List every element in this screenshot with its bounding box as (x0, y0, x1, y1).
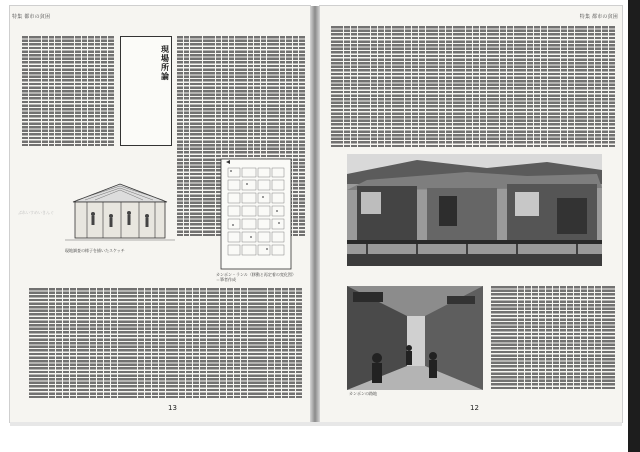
scanner-edge (628, 0, 640, 452)
map-caption: カンポン・ランル（移動と再定着の変化図）＝筆者作成 (216, 272, 296, 282)
left-folio: 13 (168, 404, 177, 412)
right-text-lower (490, 286, 615, 390)
book-gutter (310, 6, 320, 422)
right-running-header: 特集 都市の貧困 (579, 14, 618, 20)
section-title-box (120, 36, 172, 146)
right-page (320, 6, 622, 422)
right-folio: 12 (470, 404, 479, 412)
left-page (10, 6, 310, 422)
left-text-lower (28, 288, 302, 398)
faint-side-note: ぷれいすめいきんぐ (18, 210, 54, 215)
left-running-header: 特集 都市の貧困 (12, 14, 51, 20)
alley-photo (347, 286, 483, 390)
shanty-photo (347, 154, 602, 266)
section-title: 現場所論 (161, 44, 169, 81)
left-text-upper-left (22, 36, 114, 146)
page-edge (10, 422, 622, 426)
map-figure (220, 158, 292, 270)
sketch-figure (65, 180, 175, 246)
sketch-caption: 現地調査の様子を描いたスケッチ (65, 248, 125, 253)
right-text-upper (330, 26, 615, 148)
alley-photo-caption: カンポンの路地 (349, 391, 377, 396)
